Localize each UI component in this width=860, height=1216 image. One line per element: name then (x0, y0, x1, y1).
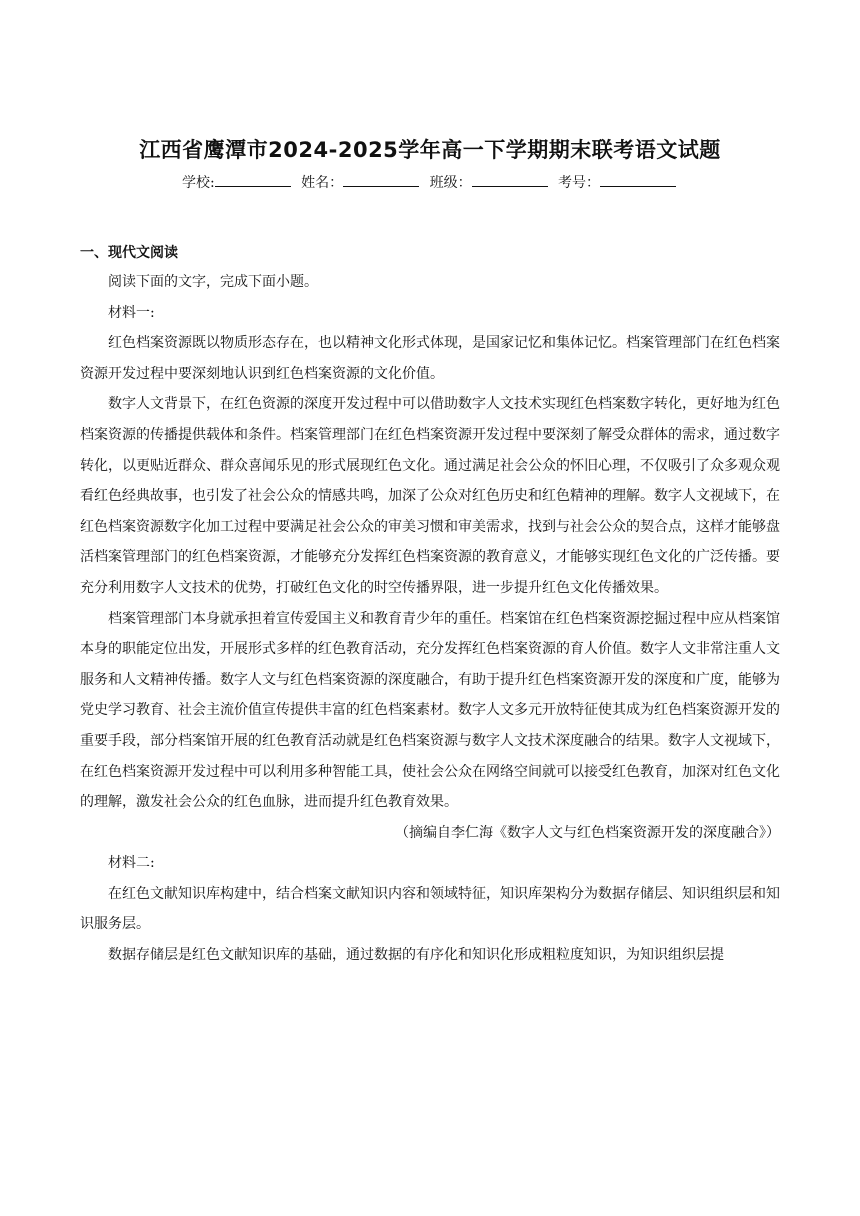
reading-passage (80, 267, 780, 971)
paragraph: 数字人文背景下，在红色资源的深度开发过程中可以借助数字人文技术实现红色档案数字转化，更好地为红色档案资源的传播提供载体和条件。档案管理部门在红色档案资源开发过程中要深刻了解受众群体的需求，通过数字转化，以更贴近群众、群众喜闻乐见的形式展现红色文化。通过满足社会公众的怀旧心理，不仅吸引了众多观众观看红色经典故事，也引发了社会公众的情感共鸣，加深了公众对红色历史和红色精神的理解。数字人文视域下，在红色档案资源数字化加工过程中要满足社会公众的审美习惯和审美需求，找到与社会公众的契合点，这样才能够盘活档案管理部门的红色档案资源，才能够充分发挥红色档案资源的教育意义，才能够实现红色文化的广泛传播。要充分利用数字人文技术的优势，打破红色文化的时空传播界限，进一步提升红色文化传播效果。 (80, 396, 780, 596)
material-1-label: 材料一: (108, 304, 155, 321)
name-field (301, 172, 421, 192)
paragraph: 在红色文献知识库构建中，结合档案文献知识内容和领域特征，知识库架构分为数据存储层、知识组织层和知识服务层。 (80, 885, 780, 933)
paragraph: 红色档案资源既以物质形态存在，也以精神文化形式体现，是国家记忆和集体记忆。档案管理部门在红色档案资源开发过程中要深刻地认识到红色档案资源的文化价值。 (80, 335, 780, 382)
class-field (430, 172, 550, 192)
class-blank[interactable] (472, 172, 548, 187)
school-blank[interactable] (215, 172, 291, 187)
source-citation: （摘编自李仁海《数字人文与红色档案资源开发的深度融合》） (395, 824, 780, 841)
exam-number-field (558, 172, 678, 192)
section-heading: 一、现代文阅读 (80, 245, 178, 261)
material-2-label: 材料二: (108, 855, 155, 872)
school-label: 学校: (181, 175, 215, 191)
class-label: 班级： (429, 175, 472, 191)
paragraph: 数据存储层是红色文献知识库的基础，通过数据的有序化和知识化形成粗粒度知识，为知识组织层提 (108, 947, 724, 964)
student-info-line (0, 172, 860, 192)
exam-number-label: 考号： (558, 175, 601, 191)
school-field (182, 172, 293, 192)
exam-number-blank[interactable] (600, 172, 676, 187)
name-label: 姓名： (301, 175, 344, 191)
paragraph: 档案管理部门本身就承担着宣传爱国主义和教育青少年的重任。档案馆在红色档案资源挖掘过程中应从档案馆本身的职能定位出发，开展形式多样的红色教育活动，充分发挥红色档案资源的育人价值。数字人文非常注重人文服务和人文精神传播。数字人文与红色档案资源的深度融合，有助于提升红色档案资源开发的深度和广度，能够为党史学习教育、社会主流价值宣传提供丰富的红色档案素材。数字人文多元开放特征使其成为红色档案资源开发的重要手段，部分档案馆开展的红色教育活动就是红色档案资源与数字人文技术深度融合的结果。数字人文视域下，在红色档案资源开发过程中可以利用多种智能工具，使社会公众在网络空间就可以接受红色教育，加深对红色文化的理解，激发社会公众的红色血脉，进而提升红色教育效果。 (80, 610, 780, 811)
name-blank[interactable] (343, 172, 419, 187)
page-title: 江西省鹰潭市2024-2025学年高一下学期期末联考语文试题 (139, 138, 721, 162)
instruction-text: 阅读下面的文字，完成下面小题。 (108, 274, 318, 290)
